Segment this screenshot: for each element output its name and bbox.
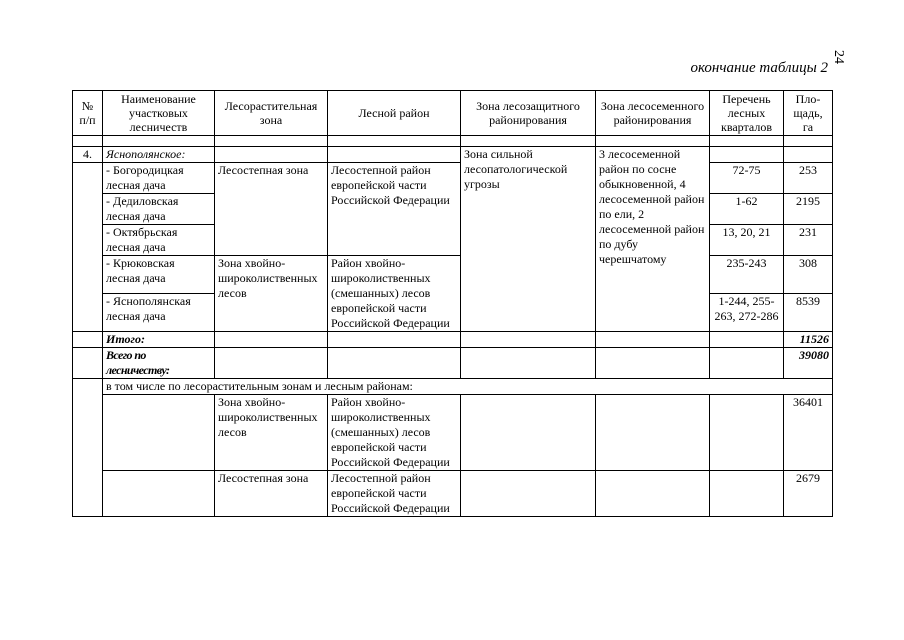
- breakdown-zone: Лесостепная зона: [215, 471, 328, 517]
- itogo-label: Итого:: [103, 332, 215, 348]
- breakdown-district: Лесостепной район европейской части Российской Федерации: [328, 471, 461, 517]
- seed-zone-cell: 3 лесосеменной район по сосне обыкновенной, 4 лесосеменной район по ели, 2 лесосеменной район по дубу черешчатому: [596, 147, 710, 332]
- zone-cell: Лесостепная зона: [215, 163, 328, 256]
- table-row: [73, 256, 833, 294]
- header-num: № п/п: [73, 91, 103, 136]
- breakdown-district: Район хвойно-широколиственных (смешанных) лесов европейской части Российской Федерации: [328, 395, 461, 471]
- table-continuation-title: окончание таблицы 2: [690, 60, 828, 76]
- breakdown-area: 36401: [784, 395, 833, 471]
- row-area: 231: [784, 225, 833, 256]
- header-seed-zone: Зона лесосеменного районирования: [596, 91, 710, 136]
- spacer-row: [73, 136, 833, 147]
- vsego-area: 39080: [784, 348, 833, 379]
- header-protection-zone: Зона лесозащитного районирования: [461, 91, 596, 136]
- row-quarters: 1-62: [710, 194, 784, 225]
- row-quarters: 13, 20, 21: [710, 225, 784, 256]
- row-name: - Дедиловская лесная дача: [103, 194, 215, 225]
- itogo-row: [73, 332, 833, 348]
- row-area: 8539: [784, 294, 833, 332]
- forestry-table: [72, 90, 833, 517]
- row-name: - Богородицкая лесная дача: [103, 163, 215, 194]
- group-name: Яснополянское:: [103, 147, 215, 163]
- row-area: 253: [784, 163, 833, 194]
- row-name: - Яснополянская лесная дача: [103, 294, 215, 332]
- breakdown-row: [73, 471, 833, 517]
- vsego-label: Всего по лесничеству:: [103, 348, 215, 379]
- breakdown-label: в том числе по лесорастительным зонам и лесным районам:: [103, 379, 833, 395]
- row-name: - Октябрьская лесная дача: [103, 225, 215, 256]
- zone-cell: Зона хвойно-широколиственных лесов: [215, 256, 328, 332]
- group-row: [73, 147, 833, 163]
- row-quarters: 1-244, 255-263, 272-286: [710, 294, 784, 332]
- table-header-row: [73, 91, 833, 136]
- breakdown-area: 2679: [784, 471, 833, 517]
- vsego-row: [73, 348, 833, 379]
- row-quarters: 235-243: [710, 256, 784, 294]
- header-name: Наименование участковых лесничеств: [103, 91, 215, 136]
- breakdown-row: [73, 395, 833, 471]
- header-area: Пло-щадь, га: [784, 91, 833, 136]
- page-number: 24: [831, 50, 846, 64]
- row-area: 308: [784, 256, 833, 294]
- row-name: - Крюковская лесная дача: [103, 256, 215, 294]
- group-num: 4.: [73, 147, 103, 163]
- row-area: 2195: [784, 194, 833, 225]
- district-cell: Лесостепной район европейской части Российской Федерации: [328, 163, 461, 256]
- row-quarters: 72-75: [710, 163, 784, 194]
- breakdown-zone: Зона хвойно-широколиственных лесов: [215, 395, 328, 471]
- itogo-area: 11526: [784, 332, 833, 348]
- district-cell: Район хвойно-широколиственных (смешанных) лесов европейской части Российской Федерации: [328, 256, 461, 332]
- breakdown-label-row: [73, 379, 833, 395]
- header-district: Лесной район: [328, 91, 461, 136]
- table-row: [73, 163, 833, 194]
- protection-zone-cell: Зона сильной лесопатологической угрозы: [461, 147, 596, 332]
- header-quarters: Перечень лесных кварталов: [710, 91, 784, 136]
- header-zone: Лесорастительная зона: [215, 91, 328, 136]
